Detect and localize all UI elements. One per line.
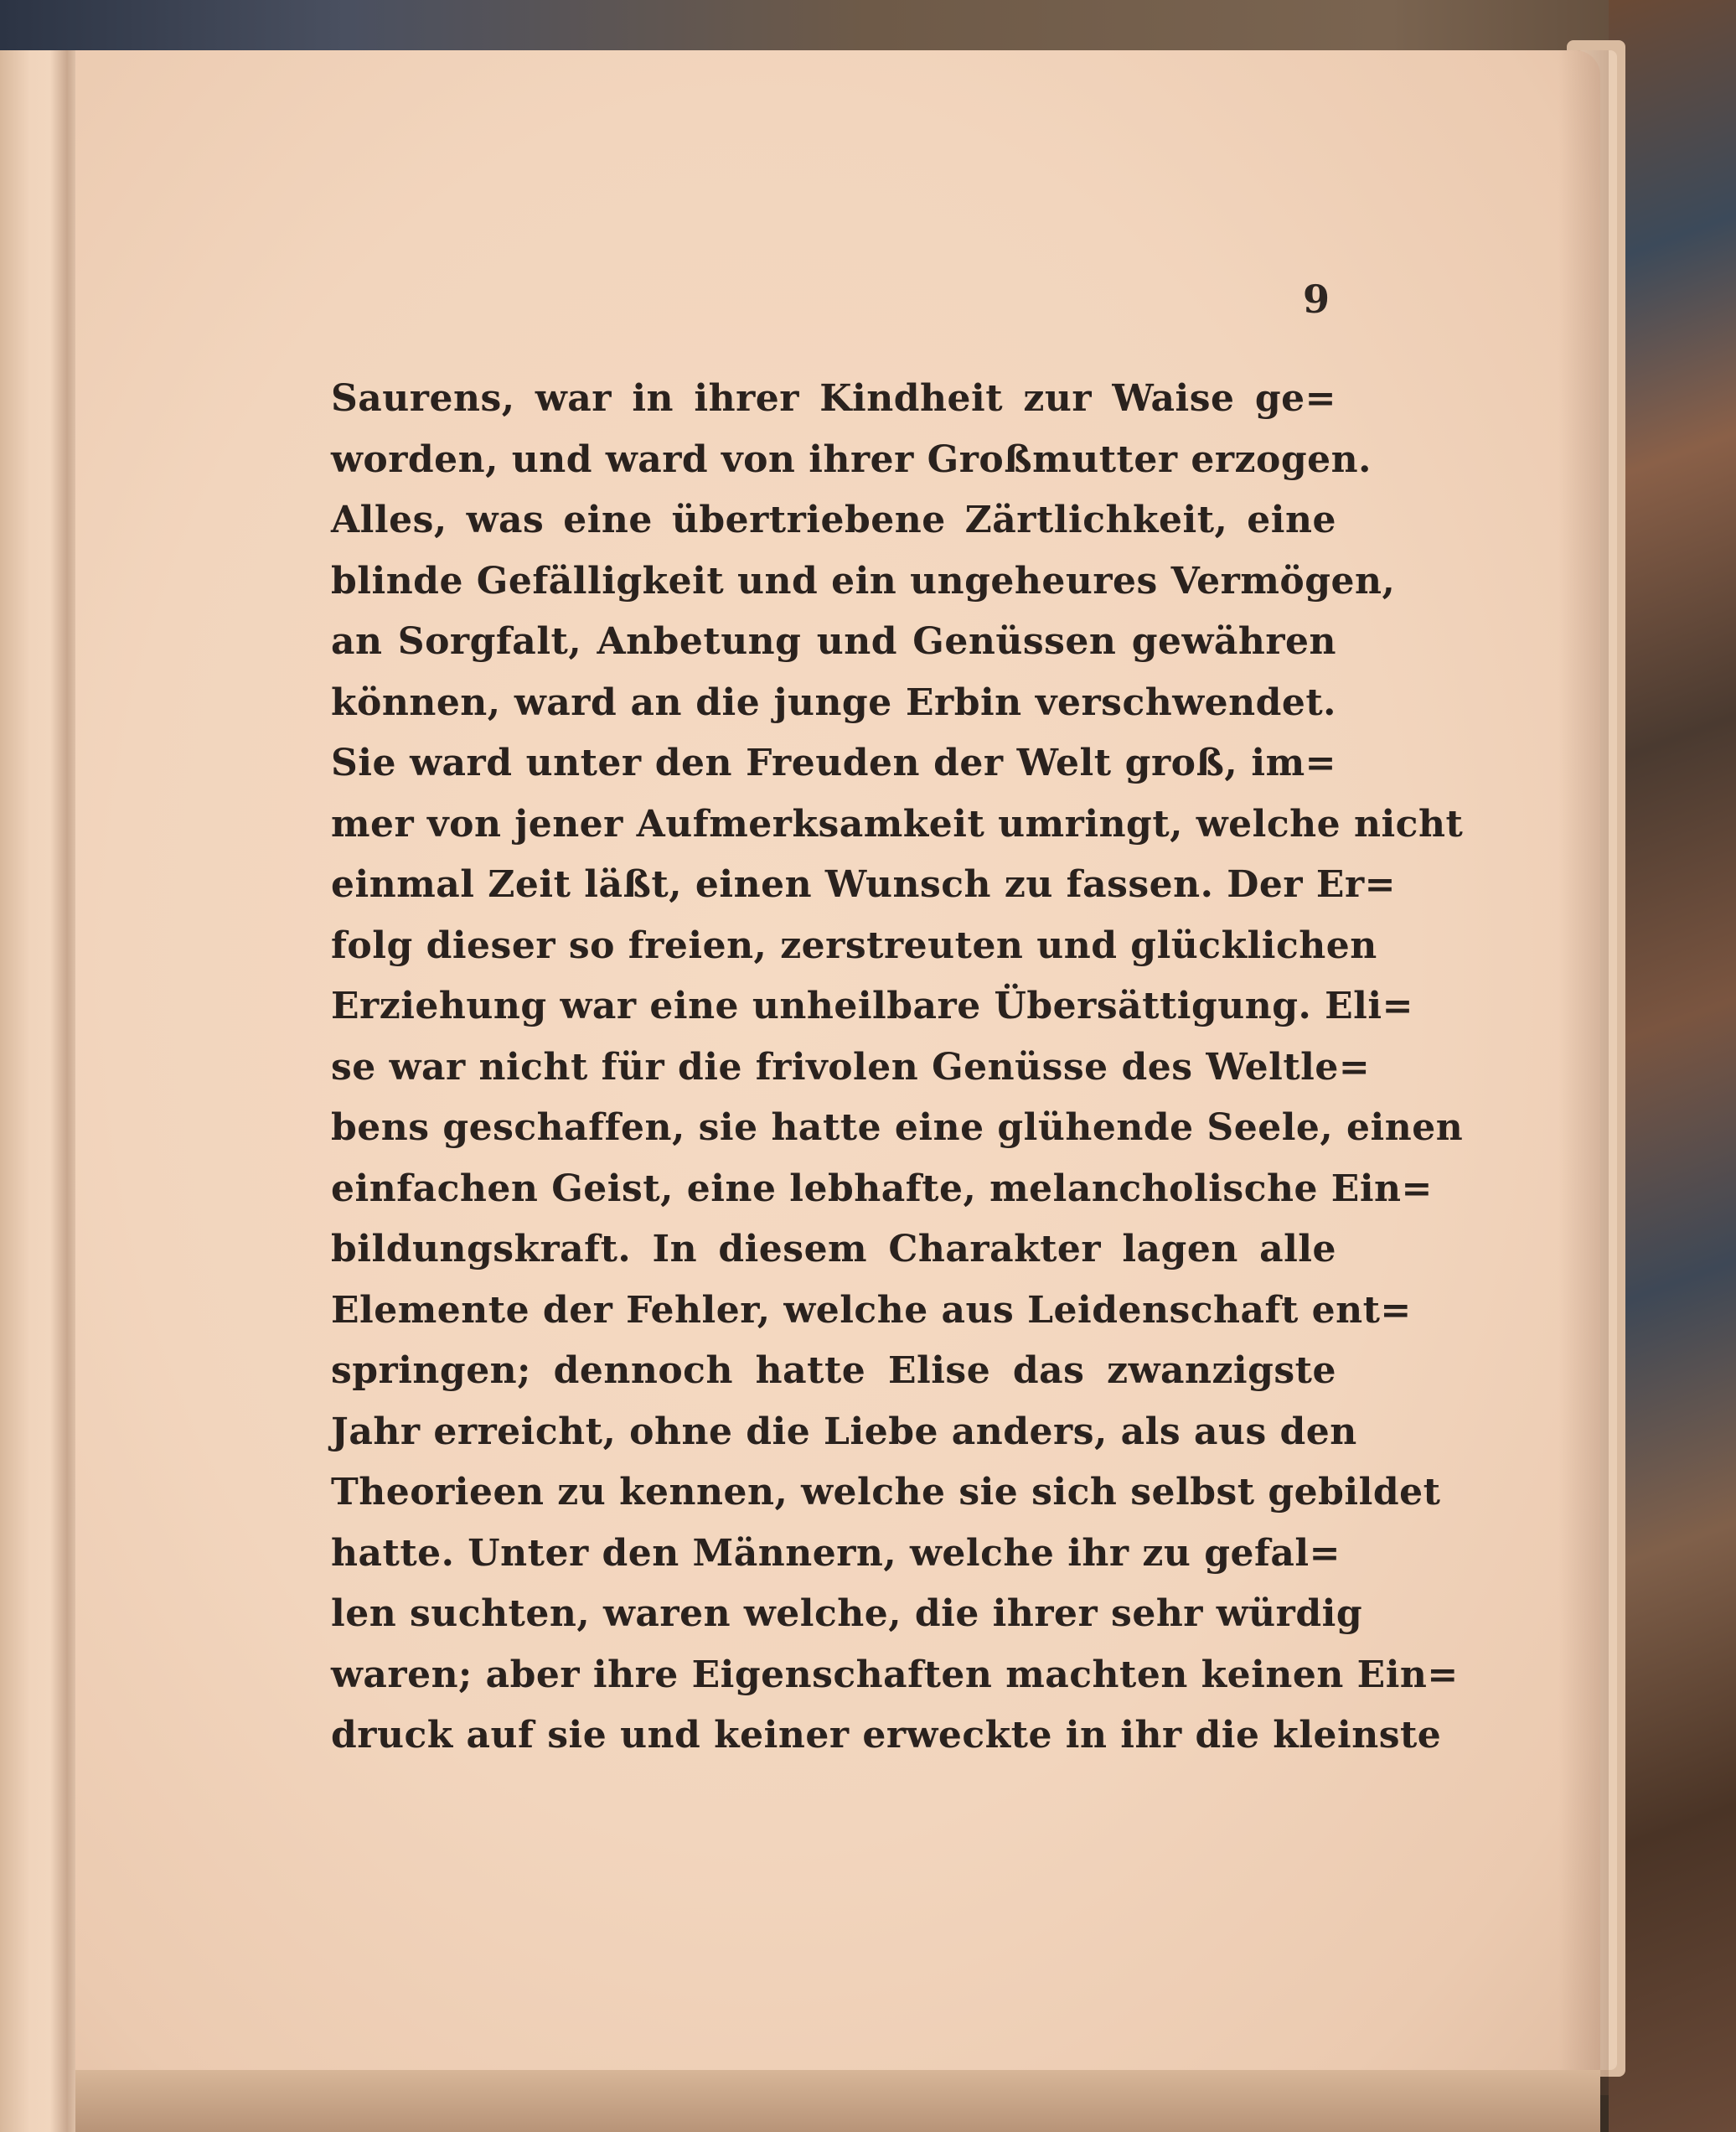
text-line: Saurens, war in ihrer Kindheit zur Waise ge= [331, 377, 1336, 420]
text-line: an Sorgfalt, Anbetung und Genüssen gewähren [331, 620, 1336, 663]
page-bottom-edge [75, 2070, 1600, 2132]
text-line: einmal Zeit läßt, einen Wunsch zu fassen. Der Er= [331, 863, 1397, 906]
text-line: Sie ward unter den Freuden der Welt groß, im= [331, 742, 1336, 784]
text-line: können, ward an die junge Erbin verschwendet. [331, 680, 1336, 724]
text-line: springen; dennoch hatte Elise das zwanzigste [331, 1349, 1336, 1392]
text-line: se war nicht für die frivolen Genüsse des Weltle= [331, 1045, 1371, 1089]
marbled-cover-edge [1609, 0, 1736, 2132]
book-cover-top [0, 0, 1736, 50]
text-line: einfachen Geist, eine lebhafte, melancholische Ein= [331, 1167, 1433, 1210]
text-line: Alles, was eine übertriebene Zärtlichkeit, eine [331, 499, 1336, 541]
text-line: len suchten, waren welche, die ihrer sehr würdig [331, 1592, 1363, 1635]
text-line: folg dieser so freien, zerstreuten und glücklichen [331, 924, 1377, 967]
page-shadow [1558, 50, 1609, 2095]
text-line: Erziehung war eine unheilbare Übersättigung. Eli= [331, 985, 1413, 1027]
body-text [331, 369, 1464, 1767]
text-line: hatte. Unter den Männern, welche ihr zu gefal= [331, 1531, 1341, 1575]
text-line: blinde Gefälligkeit und ein ungeheures Vermögen, [331, 559, 1396, 603]
text-line: druck auf sie und keiner erweckte in ihr die kleinste [331, 1714, 1442, 1757]
text-line: worden, und ward von ihrer Großmutter erzogen. [331, 437, 1372, 481]
text-line: bildungskraft. In diesem Charakter lagen alle [331, 1228, 1336, 1270]
text-line: Jahr erreicht, ohne die Liebe anders, als aus den [331, 1410, 1357, 1453]
text-line: Elemente der Fehler, welche aus Leidenschaft ent= [331, 1288, 1412, 1332]
text-line: mer von jener Aufmerksamkeit umringt, welche nicht [331, 802, 1464, 846]
page-number: 9 [1302, 277, 1330, 322]
text-line: bens geschaffen, sie hatte eine glühende Seele, einen [331, 1106, 1464, 1149]
text-line: Theorieen zu kennen, welche sie sich selbst gebildet [331, 1471, 1441, 1514]
text-line: waren; aber ihre Eigenschaften machten keinen Ein= [331, 1653, 1459, 1696]
